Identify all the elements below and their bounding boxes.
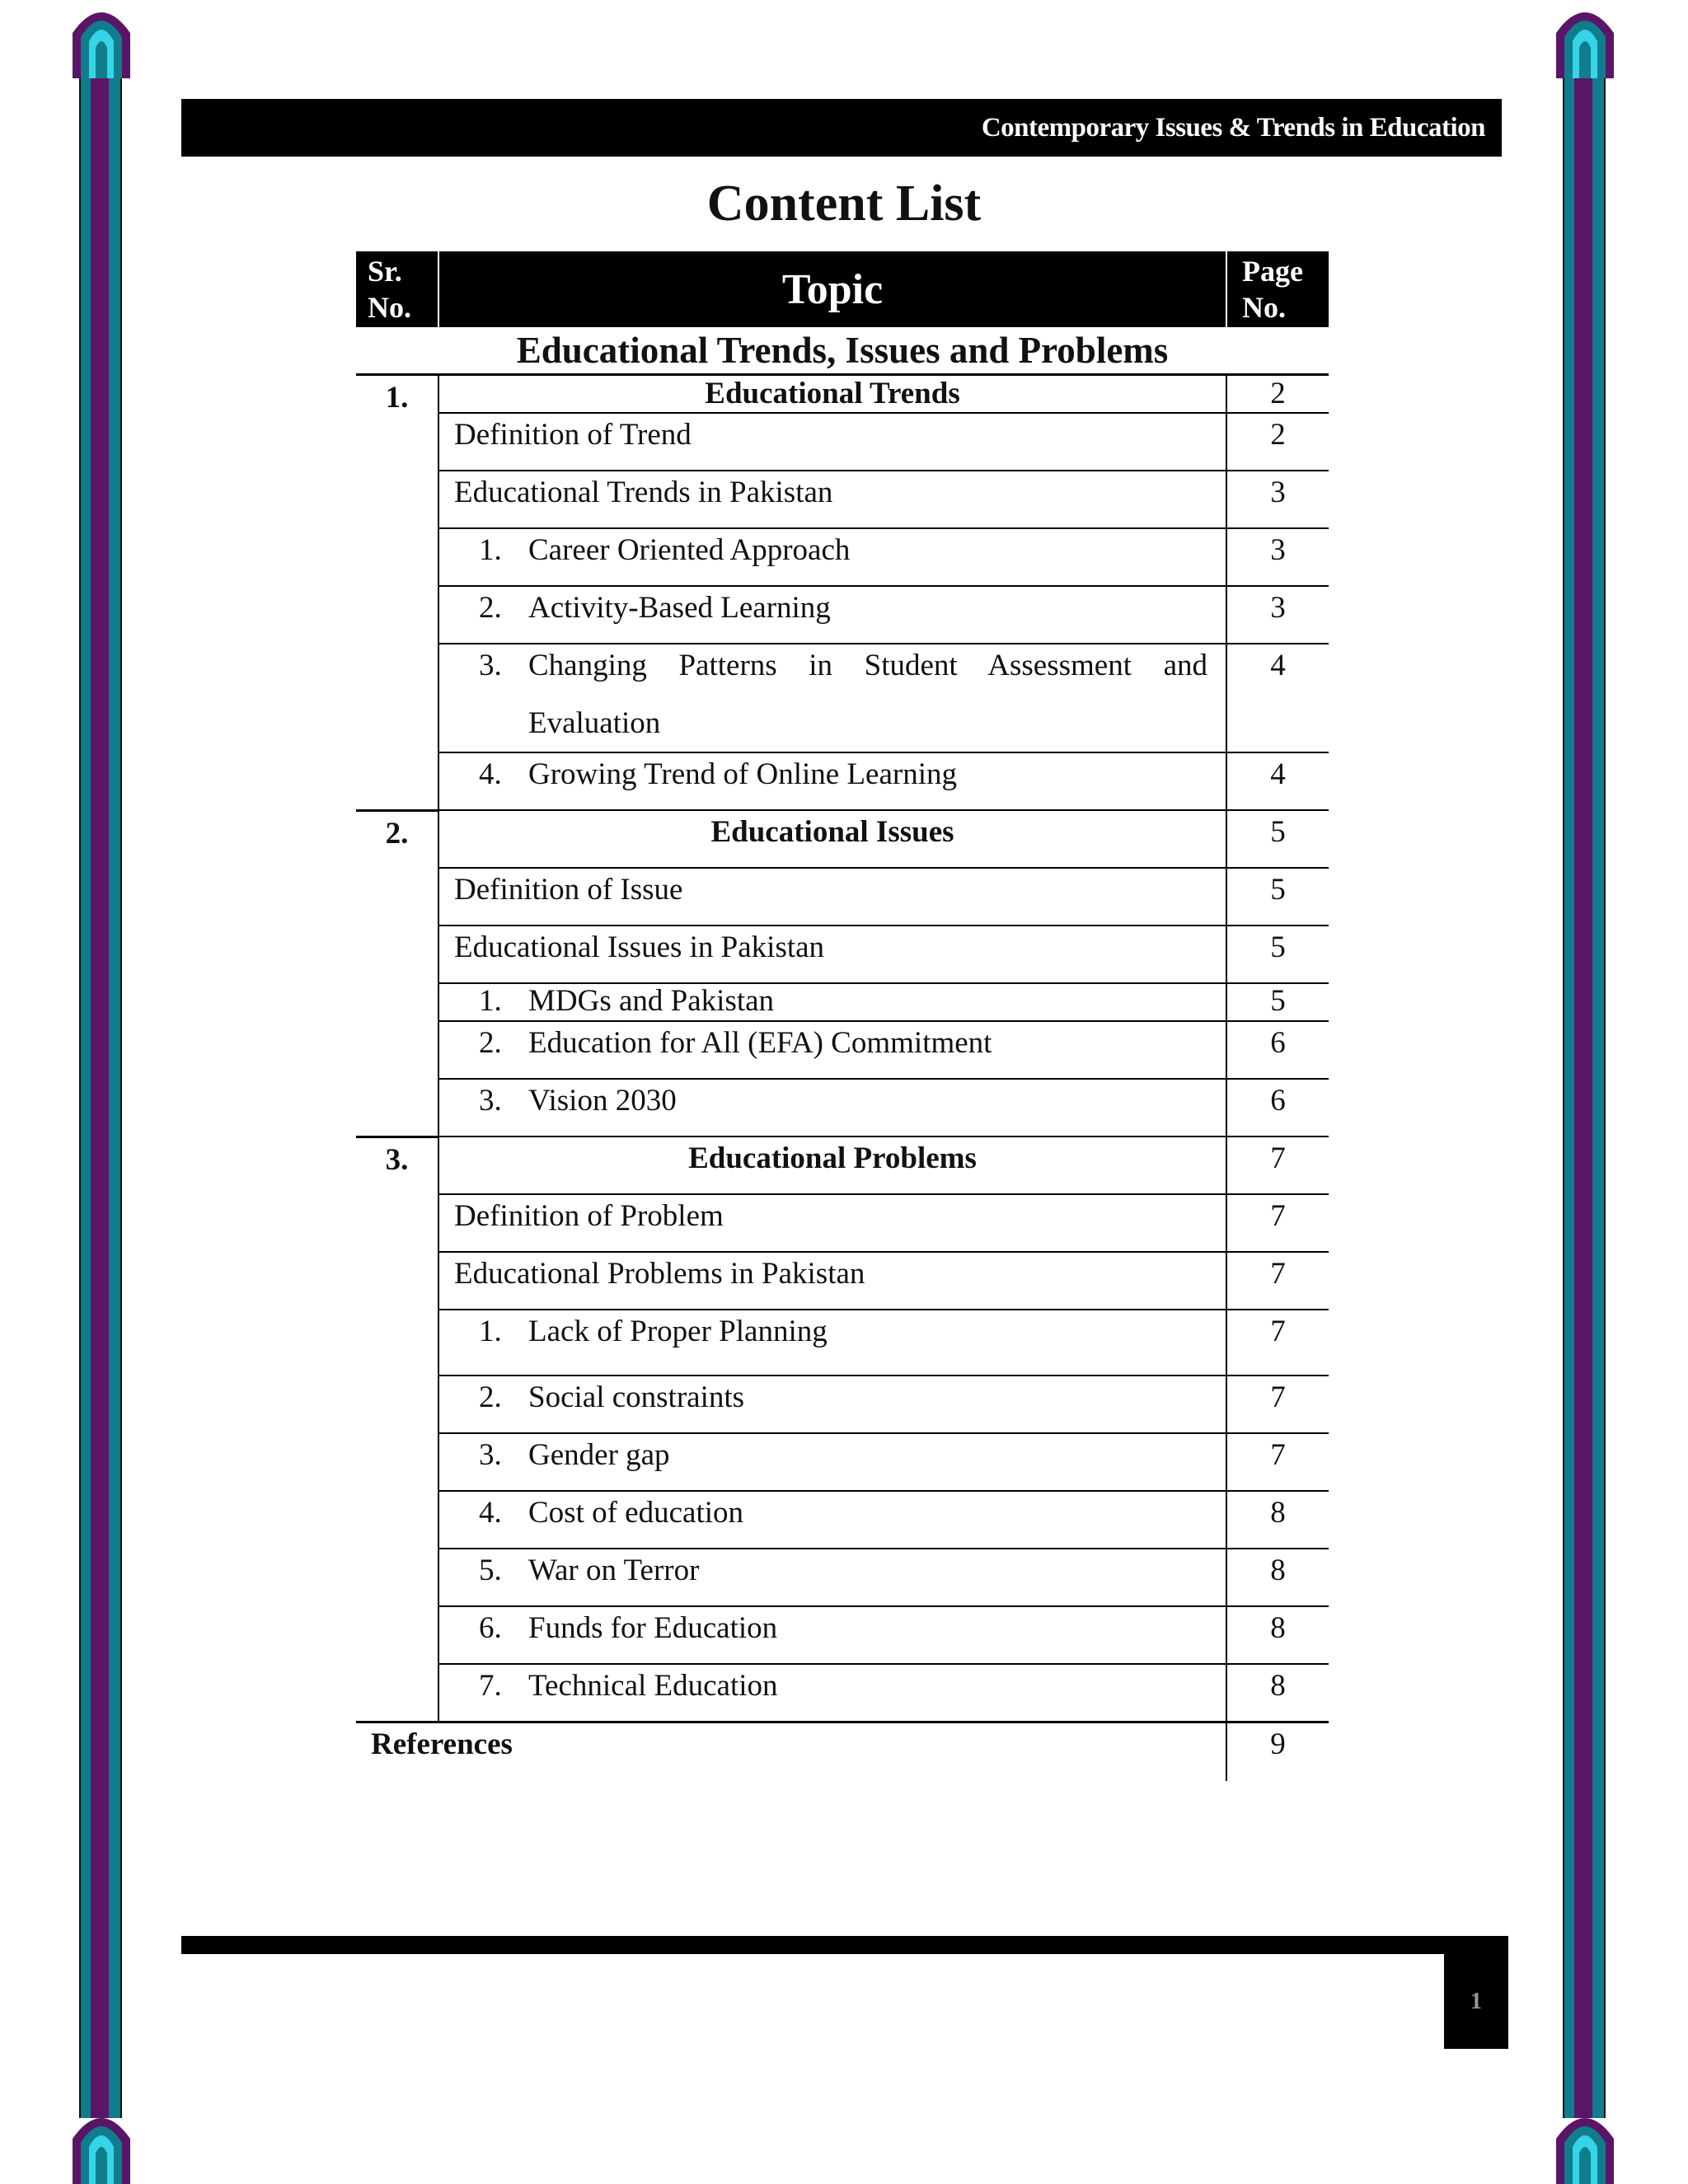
page-number: 7 (1226, 1433, 1329, 1491)
item-number: 1. (479, 984, 502, 1018)
entry-label: Definition of Issue (438, 868, 1226, 926)
list-item (438, 1606, 1226, 1664)
section-number: 3. (356, 1137, 438, 1722)
section-row (356, 1137, 1329, 1194)
page-number: 2 (1226, 413, 1329, 471)
page-number: 7 (1226, 1252, 1329, 1310)
footer-rule (181, 1936, 1508, 1954)
page-number: 4 (1226, 752, 1329, 810)
sr-no-header: Sr. No. (356, 251, 438, 327)
content-table (356, 251, 1329, 1781)
table-row (356, 471, 1329, 528)
references-label: References (356, 1722, 1226, 1782)
entry-label: Educational Trends in Pakistan (438, 471, 1226, 528)
item-number: 4. (479, 1496, 502, 1530)
item-number: 7. (479, 1669, 502, 1703)
item-number: 5. (479, 1554, 502, 1587)
footer-page-number: 1 (1470, 1988, 1482, 2014)
entry-label: Gender gap (528, 1438, 670, 1472)
page-no-header: Page No. (1226, 251, 1329, 327)
list-item (438, 1433, 1226, 1491)
table-row (356, 983, 1329, 1021)
section-row (356, 375, 1329, 414)
list-item (438, 644, 1226, 752)
entry-label: Lack of Proper Planning (528, 1315, 828, 1348)
page-number: 8 (1226, 1606, 1329, 1664)
table-row (356, 752, 1329, 810)
entry-label: Growing Trend of Online Learning (528, 757, 957, 791)
section-row (356, 810, 1329, 868)
page-number: 5 (1226, 926, 1329, 983)
table-row (356, 1194, 1329, 1252)
entry-label: Career Oriented Approach (528, 533, 851, 567)
page-number: 4 (1226, 644, 1329, 752)
item-number: 3. (479, 1084, 502, 1118)
entry-label: Educational Issues in Pakistan (438, 926, 1226, 983)
page-number: 8 (1226, 1491, 1329, 1549)
table-row (356, 1376, 1329, 1433)
entry-label: Cost of education (528, 1496, 744, 1530)
entry-label: Social constraints (528, 1380, 745, 1414)
table-row (356, 1664, 1329, 1722)
table-row (356, 1606, 1329, 1664)
item-number: 3. (479, 1438, 502, 1472)
page-title: Content List (706, 176, 982, 232)
table-row (356, 926, 1329, 983)
entry-label: MDGs and Pakistan (528, 984, 775, 1018)
list-item (438, 1549, 1226, 1606)
arch-ornament-icon (64, 2106, 138, 2184)
running-header (181, 99, 1502, 157)
item-number: 6. (479, 1611, 502, 1645)
page-number: 3 (1226, 471, 1329, 528)
table-row (356, 586, 1329, 644)
arch-ornament-icon (1548, 0, 1622, 78)
entry-label: Educational Problems in Pakistan (438, 1252, 1226, 1310)
entry-label: War on Terror (528, 1554, 700, 1587)
page-number: 8 (1226, 1549, 1329, 1606)
references-row (356, 1722, 1329, 1782)
list-item (438, 1079, 1226, 1137)
table-row (356, 644, 1329, 752)
topic-header: Topic (438, 251, 1226, 327)
page-number: 3 (1226, 586, 1329, 644)
table-row (356, 528, 1329, 586)
section-title: Educational Issues (438, 810, 1226, 868)
running-title: Contemporary Issues & Trends in Education (981, 112, 1485, 143)
page-number: 6 (1226, 1079, 1329, 1137)
list-item (438, 1491, 1226, 1549)
entry-label: Vision 2030 (528, 1084, 677, 1118)
table-row (356, 1252, 1329, 1310)
left-decorative-border (64, 0, 138, 2184)
list-item (438, 1664, 1226, 1722)
list-item (438, 1310, 1226, 1376)
arch-ornament-icon (64, 0, 138, 78)
list-item (438, 1021, 1226, 1079)
item-number: 3. (479, 649, 502, 682)
section-title: Educational Trends (438, 375, 1226, 414)
list-item (438, 586, 1226, 644)
table-row (356, 868, 1329, 926)
section-number: 1. (356, 375, 438, 811)
item-number: 1. (479, 533, 502, 567)
list-item (438, 528, 1226, 586)
item-number: 2. (479, 591, 502, 625)
section-number: 2. (356, 810, 438, 1137)
part-title-row (356, 327, 1329, 375)
page-number: 5 (1226, 983, 1329, 1021)
table-row (356, 1549, 1329, 1606)
entry-label: Education for All (EFA) Commitment (528, 1026, 992, 1060)
list-item (438, 1376, 1226, 1433)
page-number: 9 (1226, 1722, 1329, 1782)
page-number-box (1444, 1954, 1508, 2049)
entry-label: Definition of Problem (438, 1194, 1226, 1252)
table-row (356, 413, 1329, 471)
arch-ornament-icon (1548, 2106, 1622, 2184)
page-number: 7 (1226, 1194, 1329, 1252)
part-title: Educational Trends, Issues and Problems (356, 327, 1329, 375)
list-item (438, 983, 1226, 1021)
page-number: 6 (1226, 1021, 1329, 1079)
item-number: 1. (479, 1315, 502, 1348)
entry-label: Activity-Based Learning (528, 591, 831, 625)
section-title: Educational Problems (438, 1137, 1226, 1194)
entry-label-continued: Evaluation (528, 706, 661, 740)
item-number: 2. (479, 1026, 502, 1060)
entry-label: Definition of Trend (438, 413, 1226, 471)
table-row (356, 1310, 1329, 1376)
entry-label: Funds for Education (528, 1611, 778, 1645)
page-number: 8 (1226, 1664, 1329, 1722)
entry-label: Technical Education (528, 1669, 778, 1703)
page-number: 5 (1226, 810, 1329, 868)
list-item (438, 752, 1226, 810)
page-number: 7 (1226, 1376, 1329, 1433)
page-number: 5 (1226, 868, 1329, 926)
page-number: 3 (1226, 528, 1329, 586)
table-row (356, 1433, 1329, 1491)
right-decorative-border (1548, 0, 1622, 2184)
table-header-row (356, 251, 1329, 327)
table-row (356, 1079, 1329, 1137)
table-row (356, 1491, 1329, 1549)
item-number: 2. (479, 1380, 502, 1414)
table-row (356, 1021, 1329, 1079)
page-number: 7 (1226, 1310, 1329, 1376)
page-number: 7 (1226, 1137, 1329, 1194)
entry-label: Changing Patterns in Student Assessment and (528, 649, 1207, 682)
page-number: 2 (1226, 375, 1329, 414)
item-number: 4. (479, 757, 502, 791)
